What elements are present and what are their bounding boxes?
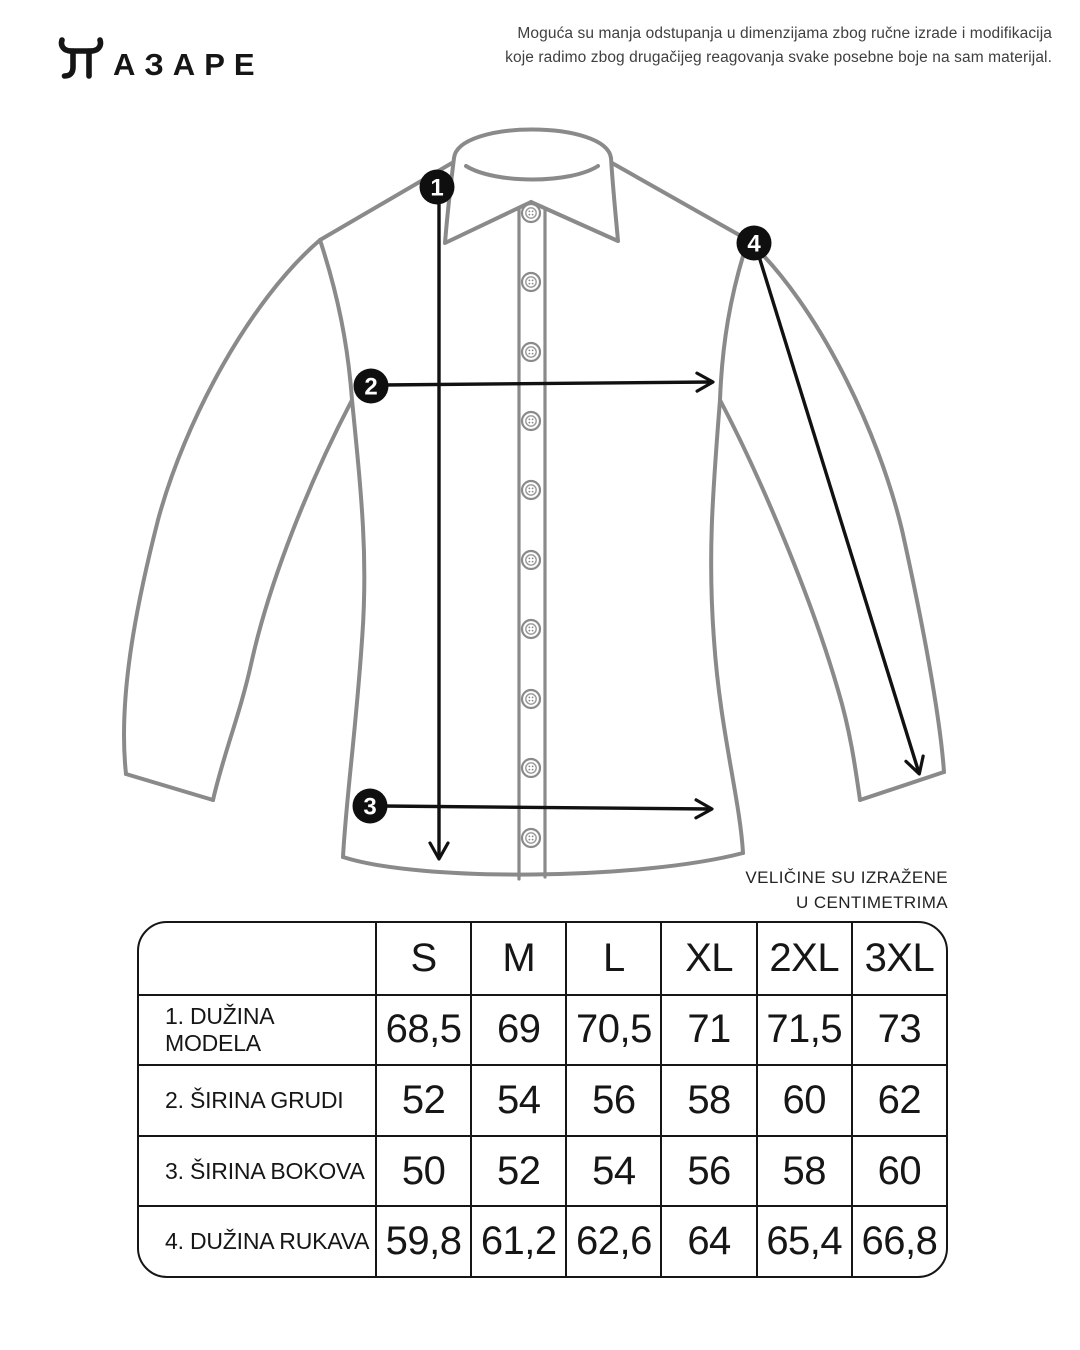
table-value: 62 (851, 1064, 946, 1135)
size-col-header-m: M (470, 923, 565, 994)
brand-text: АЗАРЕ (113, 47, 264, 82)
shirt-collar-band (454, 130, 611, 159)
table-value: 56 (565, 1064, 660, 1135)
measurement-arrows (382, 200, 919, 858)
marker-2 (354, 369, 389, 404)
table-value: 71 (660, 994, 755, 1065)
table-value: 68,5 (375, 994, 470, 1065)
shirt-right-armhole (720, 240, 748, 400)
size-col-header-3xl: 3XL (851, 923, 946, 994)
marker-3 (353, 789, 388, 824)
marker-2-number: 2 (364, 373, 378, 401)
row-label-duzina-modela: 1. DUŽINA MODELA (139, 994, 375, 1065)
row-label-sirina-bokova: 3. ŠIRINA BOKOVA (139, 1135, 375, 1206)
table-value: 71,5 (756, 994, 851, 1065)
size-table (137, 921, 948, 1278)
units-note-line-2: U CENTIMETRIMA (796, 892, 948, 912)
marker-1-number: 1 (430, 174, 444, 202)
row-label-sirina-grudi: 2. ŠIRINA GRUDI (139, 1064, 375, 1135)
shirt-collar-inner-curve (466, 166, 598, 180)
table-value: 64 (660, 1205, 755, 1276)
table-value: 56 (660, 1135, 755, 1206)
units-note (745, 866, 948, 915)
table-value: 54 (470, 1064, 565, 1135)
size-col-header-xl: XL (660, 923, 755, 994)
units-note-line-1: VELIČINE SU IZRAŽENE (745, 868, 948, 887)
shirt-left-sleeve-inner (213, 400, 352, 800)
table-value: 73 (851, 994, 946, 1065)
marker-1 (420, 170, 455, 205)
table-value: 61,2 (470, 1205, 565, 1276)
table-value: 60 (756, 1064, 851, 1135)
shirt-left-sleeve-outer (124, 240, 320, 774)
shirt-left-side (343, 400, 364, 857)
table-value: 58 (660, 1064, 755, 1135)
disclaimer-line-2: koje radimo zbog drugačijeg reagovanja svake posebne boje na sam materijal. (505, 49, 1052, 67)
measurement-markers (353, 170, 772, 824)
shirt-right-side (711, 400, 743, 853)
table-value: 58 (756, 1135, 851, 1206)
shirt-right-cuff (860, 772, 944, 800)
table-value: 62,6 (565, 1205, 660, 1276)
corner-cell (139, 923, 375, 994)
shirt-right-sleeve-inner (720, 400, 860, 800)
table-value: 54 (565, 1135, 660, 1206)
table-value: 50 (375, 1135, 470, 1206)
marker-4 (737, 226, 772, 261)
table-value: 52 (375, 1064, 470, 1135)
shirt-left-cuff (126, 774, 213, 800)
marker-3-number: 3 (363, 793, 377, 821)
size-col-header-2xl: 2XL (756, 923, 851, 994)
table-value: 66,8 (851, 1205, 946, 1276)
size-col-header-l: L (565, 923, 660, 994)
table-value: 59,8 (375, 1205, 470, 1276)
table-value: 70,5 (565, 994, 660, 1065)
measure-line-chest (382, 382, 712, 385)
table-value: 69 (470, 994, 565, 1065)
table-value: 60 (851, 1135, 946, 1206)
disclaimer-line-1: Moguća su manja odstupanja u dimenzijama zbog ručne izrade i modifikacija (517, 25, 1052, 42)
shirt-buttons (522, 204, 540, 847)
size-col-header-s: S (375, 923, 470, 994)
marker-4-number: 4 (747, 230, 761, 258)
row-label-duzina-rukava: 4. DUŽINA RUKAVA (139, 1205, 375, 1276)
shirt-left-armhole (320, 240, 352, 400)
measure-line-hips (382, 806, 711, 809)
table-value: 52 (470, 1135, 565, 1206)
shirt-right-shoulder (612, 163, 748, 240)
shirt-hem (343, 853, 743, 875)
table-value: 65,4 (756, 1205, 851, 1276)
